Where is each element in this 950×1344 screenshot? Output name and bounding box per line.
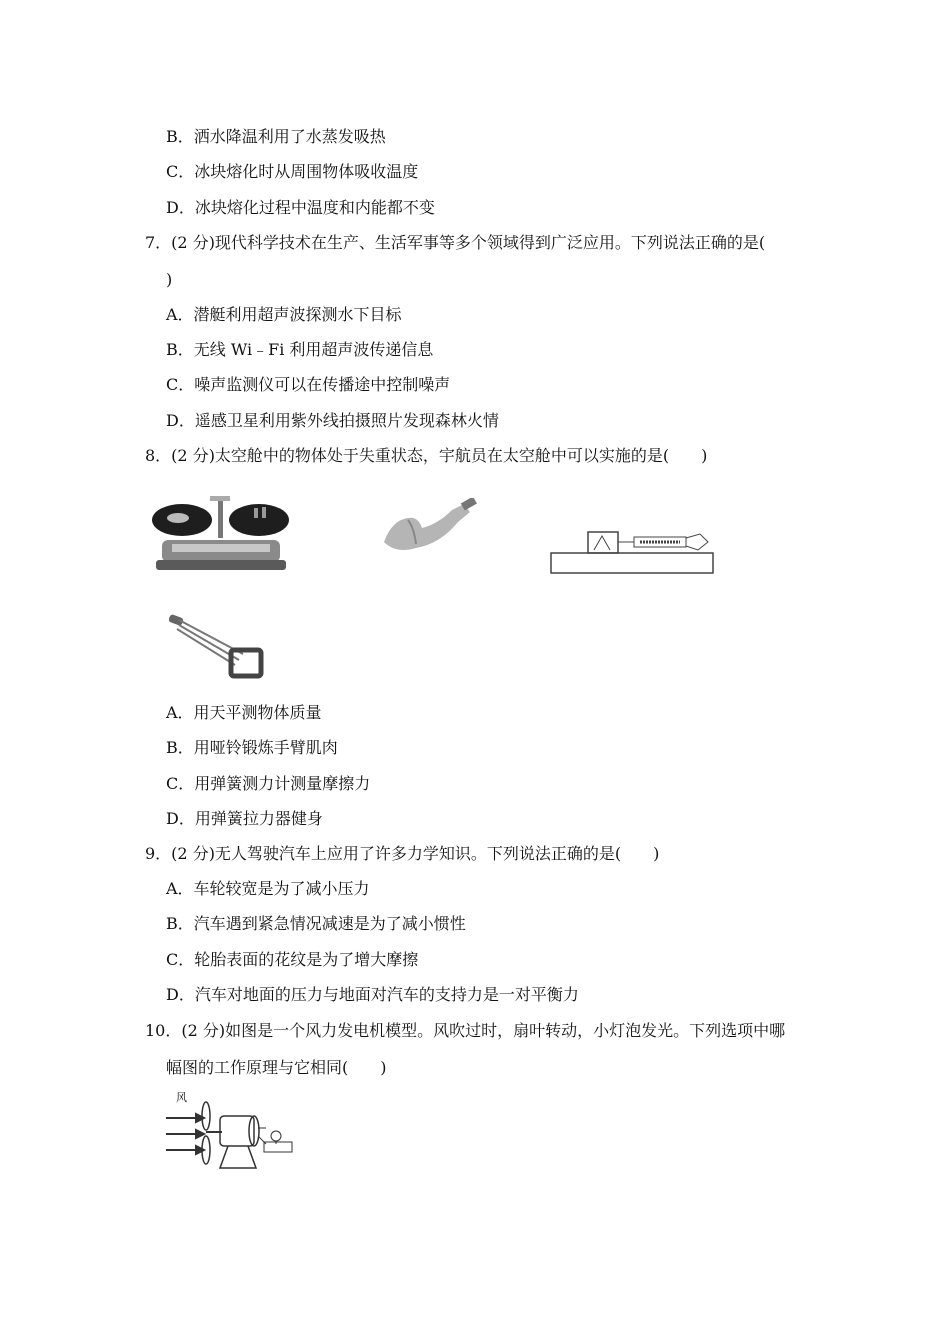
- question-9-stem: 9．(2 分)无人驾驶汽车上应用了许多力学知识。下列说法正确的是( ): [145, 844, 660, 863]
- question-7-stem-cont: ): [166, 270, 173, 289]
- prev-option-d: D．冰块熔化过程中温度和内能都不变: [166, 198, 435, 217]
- spring-scale-friction-image: [548, 520, 718, 576]
- prev-option-c: C．冰块熔化时从周围物体吸收温度: [166, 162, 419, 181]
- question-10-stem: 10．(2 分)如图是一个风力发电机模型。风吹过时，扇叶转动，小灯泡发光。下列选项中哪: [145, 1021, 786, 1040]
- question-7-option-d: D．遥感卫星利用紫外线拍摄照片发现森林火情: [166, 411, 499, 430]
- dumbbell-arm-image: [378, 498, 483, 558]
- prev-option-b: B．洒水降温利用了水蒸发吸热: [166, 127, 386, 146]
- wind-label: 风: [176, 1091, 187, 1104]
- question-8-option-b: B．用哑铃锻炼手臂肌肉: [166, 738, 338, 757]
- question-8-option-d: D．用弹簧拉力器健身: [166, 809, 323, 828]
- spring-expander-image: [165, 612, 270, 682]
- question-7-stem: 7．(2 分)现代科学技术在生产、生活军事等多个领域得到广泛应用。下列说法正确的是(: [145, 233, 766, 252]
- question-8-option-c: C．用弹簧测力计测量摩擦力: [166, 774, 371, 793]
- question-7-option-c: C．噪声监测仪可以在传播途中控制噪声: [166, 375, 451, 394]
- question-9-option-a: A．车轮较宽是为了减小压力: [166, 879, 370, 898]
- question-9-option-b: B．汽车遇到紧急情况减速是为了减小惯性: [166, 914, 466, 933]
- question-7-option-b: B．无线 Wi﹣Fi 利用超声波传递信息: [166, 340, 434, 359]
- question-9-option-c: C．轮胎表面的花纹是为了增大摩擦: [166, 950, 419, 969]
- wind-generator-drawing: [162, 1092, 302, 1172]
- question-10-stem-cont: 幅图的工作原理与它相同( ): [166, 1058, 387, 1077]
- question-9-option-d: D．汽车对地面的压力与地面对汽车的支持力是一对平衡力: [166, 985, 579, 1004]
- question-8-stem: 8．(2 分)太空舱中的物体处于失重状态，宇航员在太空舱中可以实施的是( ): [145, 446, 708, 465]
- question-7-option-a: A．潜艇利用超声波探测水下目标: [166, 305, 402, 324]
- question-8-option-a: A．用天平测物体质量: [166, 703, 322, 722]
- wind-generator-figure: [162, 1092, 302, 1172]
- balance-scale-image: [148, 490, 293, 578]
